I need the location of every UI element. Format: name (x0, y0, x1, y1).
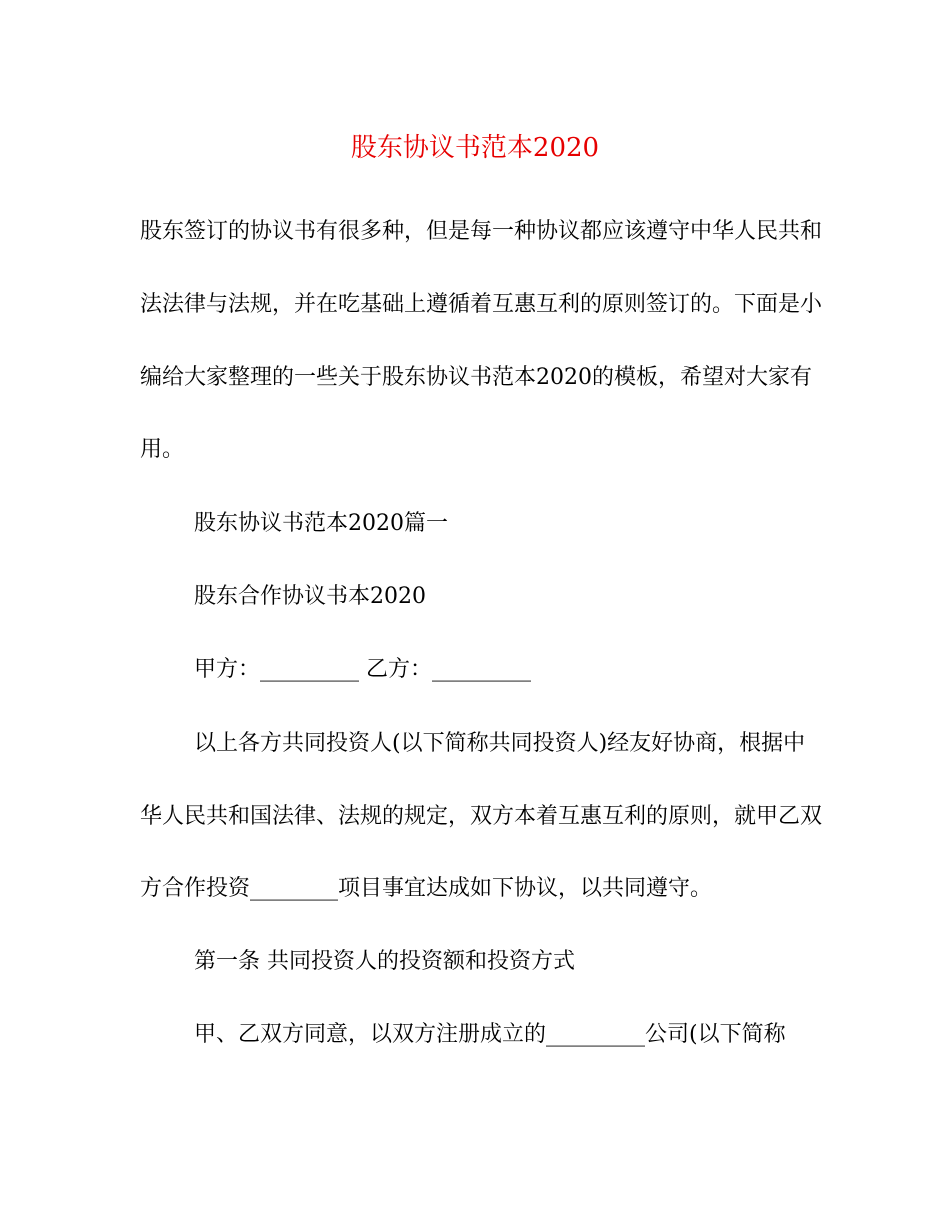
paragraph1-line-1: 以上各方共同投资人(以下简称共同投资人)经友好协商，根据中 (194, 731, 806, 756)
contract-title: 股东合作协议书本2020 (194, 584, 426, 609)
document-title: 股东协议书范本2020 (350, 133, 600, 163)
section-heading: 股东协议书范本2020篇一 (194, 511, 448, 536)
intro-line-1: 股东签订的协议书有很多种，但是每一种协议都应该遵守中华人民共和 (140, 219, 823, 244)
article1-heading: 第一条 共同投资人的投资额和投资方式 (194, 949, 575, 974)
article1-line: 甲、乙双方同意，以双方注册成立的_________公司(以下简称 (194, 1022, 786, 1047)
paragraph1-line-2: 华人民共和国法律、法规的规定，双方本着互惠互利的原则，就甲乙双 (140, 804, 823, 829)
intro-line-3: 编给大家整理的一些关于股东协议书范本2020的模板，希望对大家有 (140, 365, 812, 390)
intro-line-4: 用。 (140, 437, 185, 462)
intro-line-2: 法法律与法规，并在吃基础上遵循着互惠互利的原则签订的。下面是小 (140, 292, 823, 317)
paragraph1-line-3: 方合作投资________项目事宜达成如下协议，以共同遵守。 (140, 876, 713, 901)
parties-line: 甲方：_________ 乙方：_________ (194, 657, 531, 682)
